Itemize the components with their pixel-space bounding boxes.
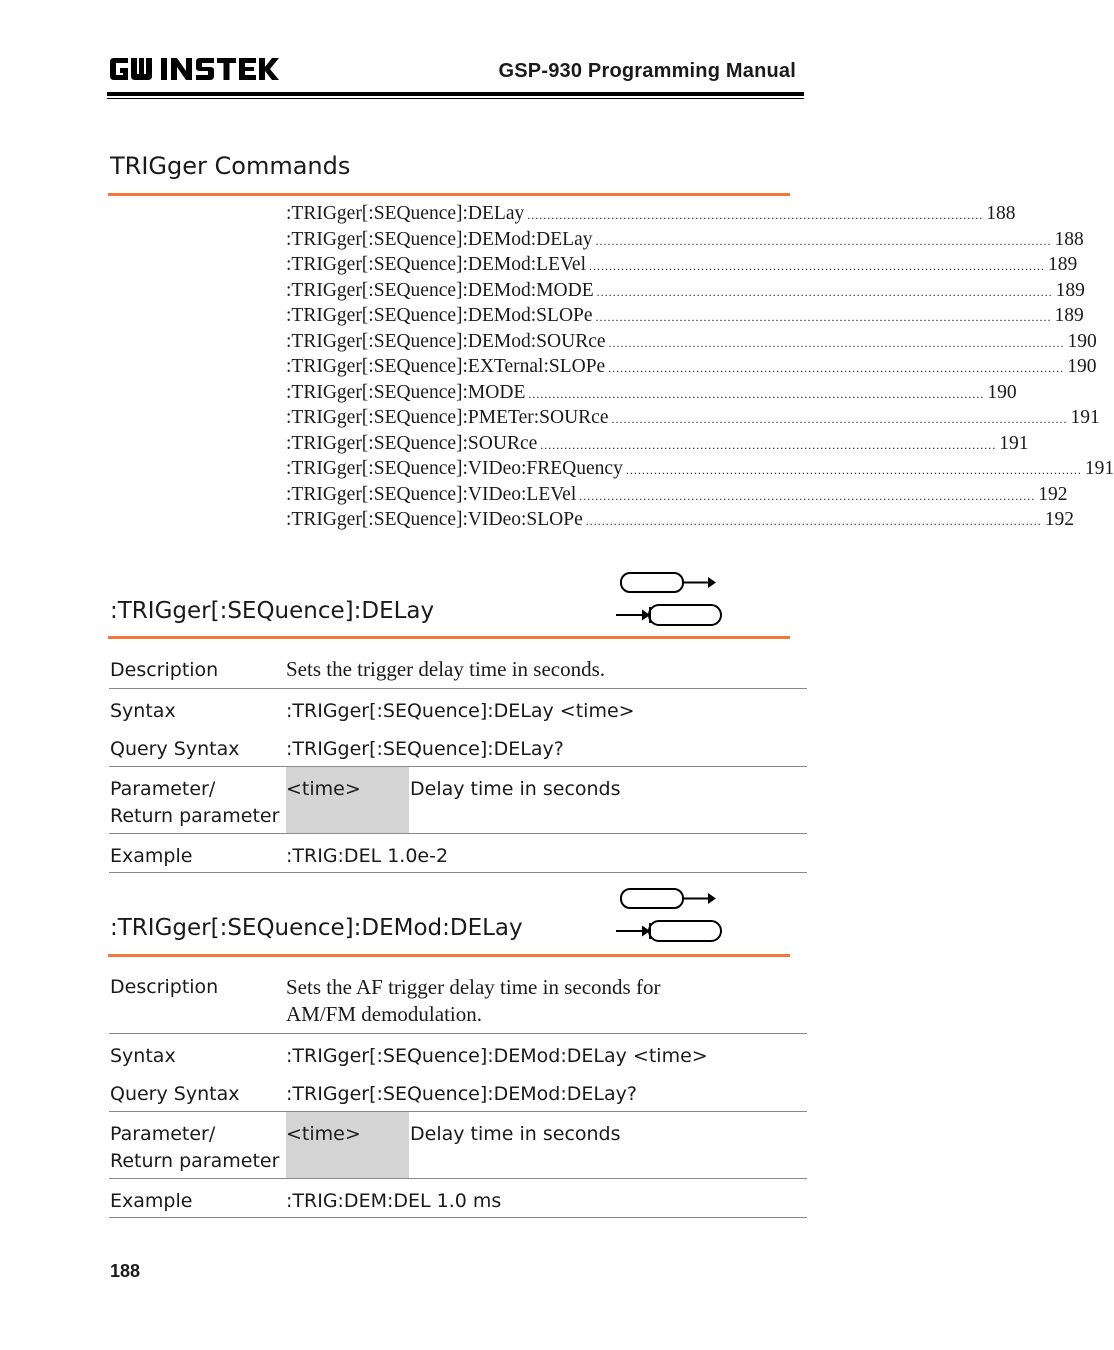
syntax-value: :TRIGger[:SEQuence]:DEMod:DELay <time> <box>286 1045 708 1067</box>
manual-title: GSP-930 Programming Manual <box>498 60 796 82</box>
syntax-value: :TRIGger[:SEQuence]:DELay <time> <box>286 700 635 722</box>
toc-item[interactable]: :TRIGger[:SEQuence]:EXTernal:SLOPe .................................................................................................................. 190 <box>286 356 1097 377</box>
param-name: <time> <box>286 1123 361 1145</box>
toc-item[interactable]: :TRIGger[:SEQuence]:PMETer:SOURce .................................................................................................................. 191 <box>286 407 1100 428</box>
header-rule-thin <box>107 98 804 99</box>
param-desc: Delay time in seconds <box>410 778 621 800</box>
row-divider <box>109 1033 807 1034</box>
param-desc: Delay time in seconds <box>410 1123 621 1145</box>
example-value: :TRIG:DEM:DEL 1.0 ms <box>286 1190 502 1212</box>
toc-item[interactable]: :TRIGger[:SEQuence]:VIDeo:LEVel .................................................................................................................. 192 <box>286 483 1068 505</box>
query-syntax-label: Query Syntax <box>110 1083 240 1105</box>
command-rule <box>108 636 790 639</box>
command-rule <box>108 954 790 957</box>
example-label: Example <box>110 1190 193 1212</box>
description-text: Sets the trigger delay time in seconds. <box>286 657 606 681</box>
toc-list <box>286 203 1114 535</box>
command-title: :TRIGger[:SEQuence]:DEMod:DELay <box>110 915 523 941</box>
header-rule <box>107 92 804 96</box>
syntax-label: Syntax <box>110 700 176 722</box>
toc-item[interactable]: :TRIGger[:SEQuence]:DELay .................................................................................................................. 188 <box>286 203 1016 224</box>
query-syntax-value: :TRIGger[:SEQuence]:DEMod:DELay? <box>286 1083 637 1105</box>
row-divider <box>109 833 807 834</box>
row-divider <box>109 1178 807 1179</box>
parameter-label: Parameter/ <box>110 1123 216 1145</box>
toc-item[interactable]: :TRIGger[:SEQuence]:DEMod:SOURce .................................................................................................................. 190 <box>286 330 1097 352</box>
set-query-icon <box>612 886 724 946</box>
toc-item[interactable]: :TRIGger[:SEQuence]:VIDeo:FREQuency .................................................................................................................. 191 <box>286 458 1114 479</box>
toc-item[interactable]: :TRIGger[:SEQuence]:DEMod:LEVel .................................................................................................................. 189 <box>286 254 1078 275</box>
description-label: Description <box>110 659 219 681</box>
row-divider <box>109 872 807 873</box>
toc-item[interactable]: :TRIGger[:SEQuence]:MODE .................................................................................................................. 190 <box>286 381 1017 403</box>
description-label: Description <box>110 976 219 998</box>
parameter-label-2: Return parameter <box>110 1150 280 1172</box>
toc-item[interactable]: :TRIGger[:SEQuence]:DEMod:SLOPe .................................................................................................................. 189 <box>286 305 1084 326</box>
row-divider <box>109 1111 807 1112</box>
description-text: Sets the AF trigger delay time in seconds for <box>286 975 661 999</box>
toc-item[interactable]: :TRIGger[:SEQuence]:DEMod:MODE .................................................................................................................. 189 <box>286 279 1085 301</box>
row-divider <box>109 1217 807 1218</box>
example-label: Example <box>110 845 193 867</box>
command-title: :TRIGger[:SEQuence]:DELay <box>110 598 435 624</box>
description-text-2: AM/FM demodulation. <box>286 1002 483 1026</box>
parameter-label-2: Return parameter <box>110 805 280 827</box>
example-value: :TRIG:DEL 1.0e-2 <box>286 845 449 867</box>
set-query-icon <box>612 570 724 630</box>
row-divider <box>109 766 807 767</box>
query-syntax-label: Query Syntax <box>110 738 240 760</box>
gw-instek-logo <box>108 54 280 84</box>
query-syntax-value: :TRIGger[:SEQuence]:DELay? <box>286 738 564 760</box>
syntax-label: Syntax <box>110 1045 176 1067</box>
section-rule <box>108 193 790 196</box>
section-title: TRIGger Commands <box>110 152 351 180</box>
page-number: 188 <box>110 1261 141 1281</box>
parameter-label: Parameter/ <box>110 778 216 800</box>
row-divider <box>109 688 807 689</box>
toc-item[interactable]: :TRIGger[:SEQuence]:SOURce .................................................................................................................. 191 <box>286 432 1029 454</box>
param-name: <time> <box>286 778 361 800</box>
toc-item[interactable]: :TRIGger[:SEQuence]:DEMod:DELay .................................................................................................................. 188 <box>286 228 1084 250</box>
toc-item[interactable]: :TRIGger[:SEQuence]:VIDeo:SLOPe .................................................................................................................. 192 <box>286 509 1075 530</box>
